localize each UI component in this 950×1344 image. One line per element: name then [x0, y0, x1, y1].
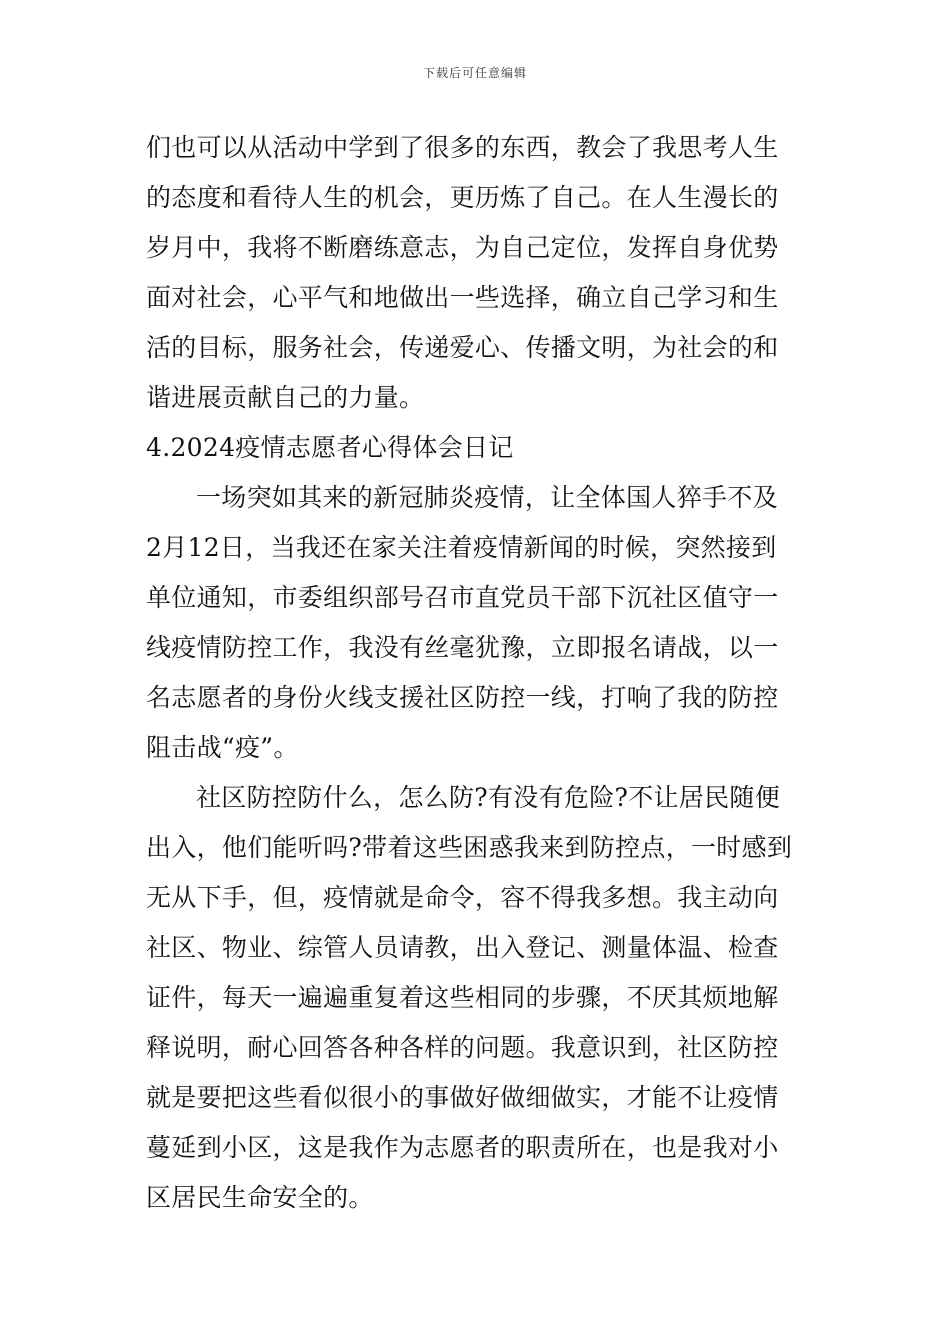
text-line: 面对社会，心平气和地做出一些选择，确立自己学习和生	[146, 283, 779, 312]
text-line: 的态度和看待人生的机会，更历炼了自己。在人生漫长的	[146, 183, 779, 212]
paragraph-first-line: 社区防控防什么，怎么防?有没有危险?不让居民随便	[196, 783, 781, 812]
section-heading: 4.2024疫情志愿者心得体会日记	[146, 433, 514, 462]
page-header: 下载后可任意编辑	[422, 66, 527, 80]
text-line: 单位通知，市委组织部号召市直党员干部下沉社区值守一	[146, 583, 779, 612]
text-line: 无从下手，但，疫情就是命令，容不得我多想。我主动向	[146, 883, 779, 912]
text-line: 岁月中，我将不断磨练意志，为自己定位，发挥自身优势	[146, 233, 779, 262]
text-line: 就是要把这些看似很小的事做好做细做实，才能不让疫情	[146, 1083, 779, 1112]
text-line: 社区、物业、综管人员请教，出入登记、测量体温、检查	[146, 933, 779, 962]
text-line: 名志愿者的身份火线支援社区防控一线，打响了我的防控	[146, 683, 779, 712]
text-line: 蔓延到小区，这是我作为志愿者的职责所在，也是我对小	[146, 1133, 779, 1162]
text-line: 们也可以从活动中学到了很多的东西，教会了我思考人生	[146, 133, 779, 162]
text-line: 2月12日，当我还在家关注着疫情新闻的时候，突然接到	[146, 533, 777, 562]
text-line: 谐进展贡献自己的力量。	[146, 383, 425, 412]
text-line: 线疫情防控工作，我没有丝毫犹豫，立即报名请战，以一	[146, 633, 779, 662]
text-line: 阻击战“疫”。	[146, 733, 299, 762]
paragraph-first-line: 一场突如其来的新冠肺炎疫情，让全体国人猝手不及	[196, 483, 778, 512]
text-line: 证件，每天一遍遍重复着这些相同的步骤，不厌其烦地解	[146, 983, 779, 1012]
text-line: 释说明，耐心回答各种各样的问题。我意识到，社区防控	[146, 1033, 779, 1062]
text-line: 出入，他们能听吗?带着这些困惑我来到防控点，一时感到	[146, 833, 793, 862]
text-line: 活的目标，服务社会，传递爱心、传播文明，为社会的和	[146, 333, 779, 362]
text-line: 区居民生命安全的。	[146, 1183, 374, 1212]
